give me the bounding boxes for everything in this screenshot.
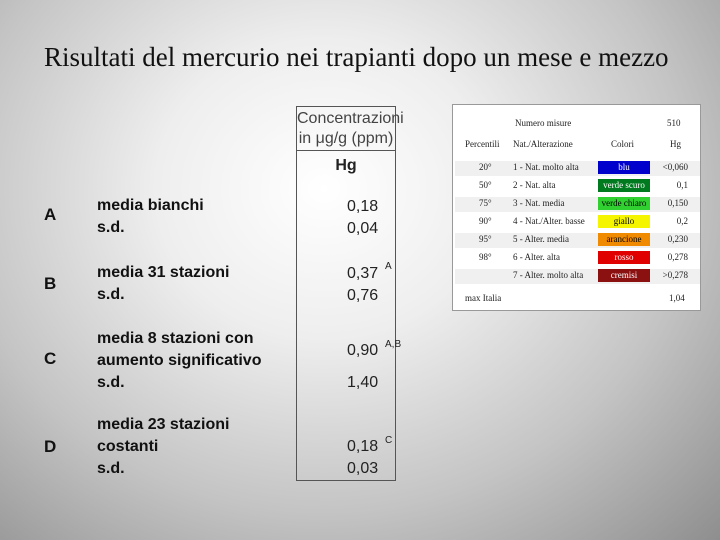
legend-hg-value: >0,278 [662,270,688,280]
group-desc-line: s.d. [97,286,125,303]
concentration-column [296,106,404,481]
legend-percentile: 50° [479,180,492,190]
color-swatch: blu [598,161,650,174]
slide-title: Risultati del mercurio nei trapianti dopo un mese e mezzo [44,42,669,72]
legend-hg-value: 0,150 [667,198,688,208]
legend-description: 1 - Nat. molto alta [513,162,579,172]
value-c-mean: 0,90 [347,342,379,359]
group-desc-line: aumento significativo [97,352,262,369]
legend-hg-value: 0,2 [676,216,688,226]
concentration-header [297,107,404,151]
group-desc-line: s.d. [97,219,125,236]
group-desc [97,195,204,239]
group-desc-line: media 8 stazioni con [97,330,254,347]
group-label: B [44,274,57,293]
legend-description: 2 - Nat. alta [513,180,556,190]
value-d-sd: 0,03 [347,460,379,477]
legend-description: 7 - Alter. molto alta [513,270,584,280]
legend-percentile: 75° [479,198,492,208]
significance-mark: A,B [385,339,402,350]
color-swatch: verde chiaro [598,197,650,210]
color-swatch: cremisi [598,269,650,282]
color-swatch: rosso [598,251,650,264]
hg-header: Hg [335,157,357,174]
color-swatch: arancione [598,233,650,246]
group-desc [97,328,261,394]
group-desc-line: s.d. [97,374,125,391]
group-desc [97,262,230,306]
significance-mark: A [385,261,392,272]
group-desc-line: media 23 stazioni [97,416,230,433]
group-label: A [44,205,57,224]
group-desc [97,414,230,480]
percentili-header: Percentili [465,139,500,149]
concentration-header-line: in μg/g (ppm) [298,130,394,147]
numero-misure-value: 510 [667,118,681,128]
legend-percentile: 20° [479,162,492,172]
legend-description: 6 - Alter. alta [513,252,560,262]
significance-mark: C [385,435,393,446]
color-swatch: verde scuro [598,179,650,192]
legend-hg-value: 0,278 [667,252,688,262]
group-label: D [44,437,57,456]
value-a-mean: 0,18 [347,198,379,215]
legend-percentile: 95° [479,234,492,244]
value-c-sd: 1,40 [347,374,379,391]
max-italia-value: 1,04 [669,293,685,303]
hg-header: Hg [670,139,681,149]
group-desc-line: media 31 stazioni [97,264,230,281]
legend-description: 3 - Nat. media [513,198,565,208]
concentration-header-line: Concentrazioni [297,110,404,127]
legend-table [452,104,701,311]
group-label: C [44,349,57,368]
numero-misure-label: Numero misure [515,118,572,128]
legend-hg-value: 0,230 [667,234,688,244]
legend-description: 4 - Nat./Alter. basse [513,216,585,226]
legend-description: 5 - Alter. media [513,234,569,244]
legend-hg-value: <0,060 [662,162,688,172]
legend-percentile: 90° [479,216,492,226]
color-swatch: giallo [598,215,650,228]
colori-header: Colori [611,139,635,149]
value-a-sd: 0,04 [347,220,379,237]
max-italia-label: max Italia [465,293,502,303]
group-desc-line: s.d. [97,460,125,477]
legend-hg-value: 0,1 [676,180,688,190]
nat-header: Nat./Alterazione [513,139,573,149]
legend-percentile: 98° [479,252,492,262]
group-desc-line: media bianchi [97,197,204,214]
group-desc-line: costanti [97,438,159,455]
value-b-sd: 0,76 [347,287,379,304]
value-b-mean: 0,37 [347,265,379,282]
value-d-mean: 0,18 [347,438,379,455]
